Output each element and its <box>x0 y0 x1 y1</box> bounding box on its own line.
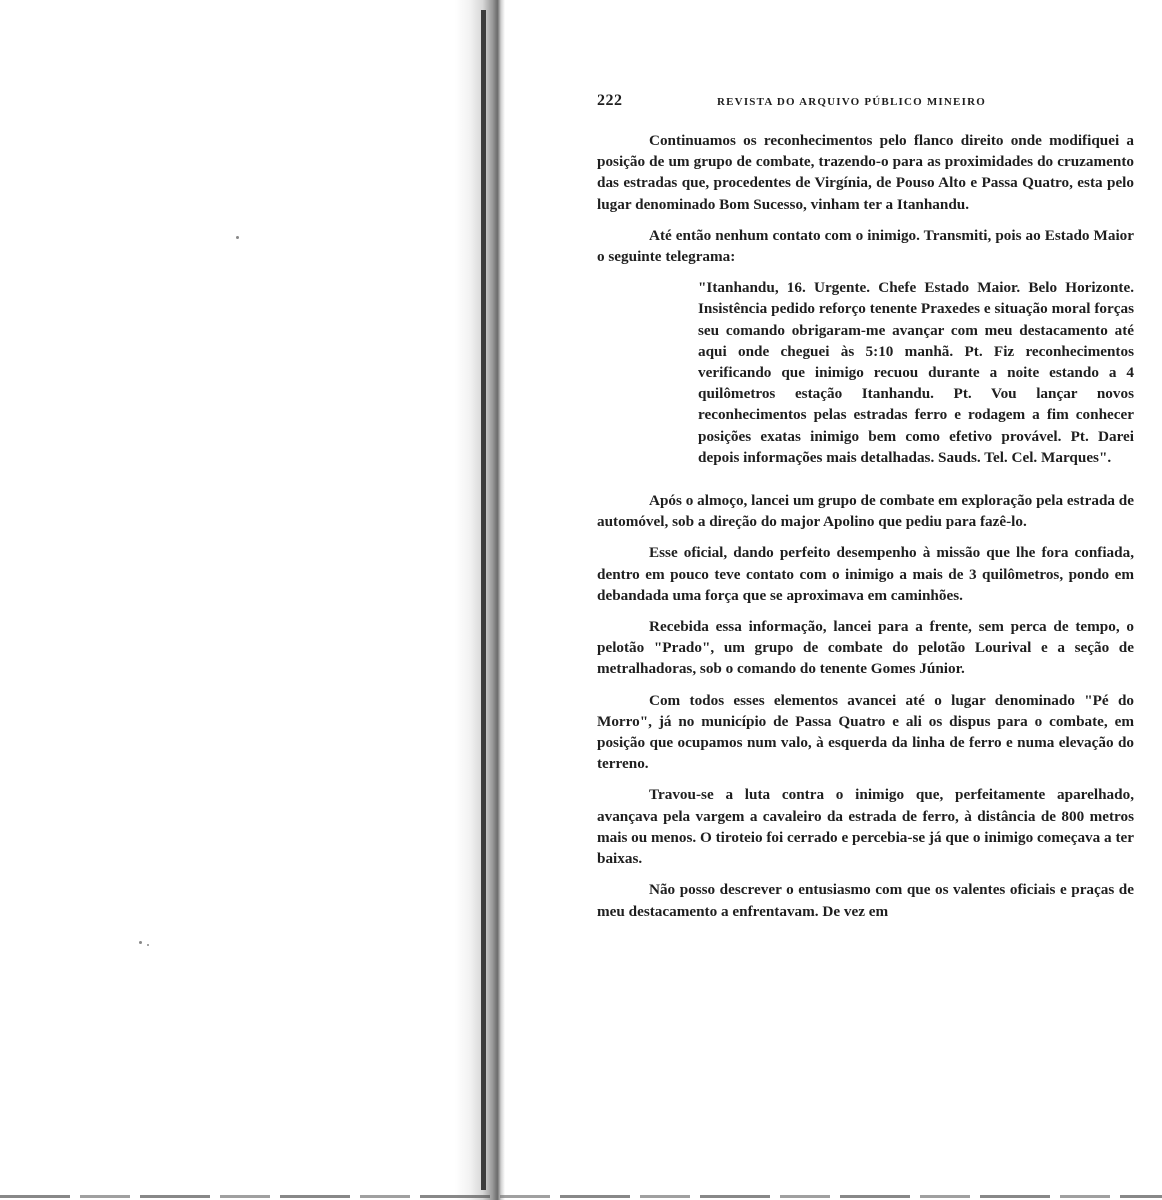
running-title: REVISTA DO ARQUIVO PÚBLICO MINEIRO <box>717 96 986 108</box>
telegram-quote: "Itanhandu, 16. Urgente. Chefe Estado Maior. Belo Horizonte. Insistência pedido reforço tenente Praxedes e situação moral forças seu comando obrigaram-me avançar com meu destacamento até aqui onde cheguei às 5:10 manhã. Pt. Fiz reconhecimentos verificando que inimigo recuou durante a noite estando a 4 quilômetros estação Itanhandu. Pt. Vou lançar novos reconhecimentos pelas estradas ferro e rodagem a fim conhecer posições exatas inimigo bem como efetivo provável. Pt. Darei depois informações mais detalhadas. Sauds. Tel. Cel. Marques". <box>698 279 1134 466</box>
book-spine <box>481 10 486 1190</box>
page-bottom-edge <box>0 1195 1162 1198</box>
paragraph: Não posso descrever o entusiasmo com que os valentes oficiais e praças de meu destacamento a enfrentavam. De vez em <box>597 881 1134 920</box>
paper-speck <box>139 941 142 944</box>
paragraph: Continuamos os reconhecimentos pelo flanco direito onde modifiquei a posição de um grupo de combate, trazendo-o para as proximidades do cruzamento das estradas que, procedentes de Virgínia, de Pouso Alto e Passa Quatro, esta pelo lugar denominado Bom Sucesso, vinham ter a Itanhandu. <box>597 132 1134 213</box>
paragraph: Até então nenhum contato com o inimigo. Transmiti, pois ao Estado Maior o seguinte telegrama: <box>597 226 1134 266</box>
paragraph: Esse oficial, dando perfeito desempenho à missão que lhe fora confiada, dentro em pouco teve contato com o inimigo a mais de 3 quilômetros, pondo em debandada uma força que se aproximava em caminhões. <box>597 544 1134 604</box>
paragraph: Recebida essa informação, lancei para a frente, sem perca de tempo, o pelotão "Prado", um grupo de combate do pelotão Lourival e a seção de metralhadoras, sob o comando do tenente Gomes Júnior. <box>597 618 1134 678</box>
paragraph: Com todos esses elementos avancei até o lugar denominado "Pé do Morro", já no município de Passa Quatro e ali os dispus para o combate, em posição que ocupamos num valo, à esquerda da linha de ferro e numa elevação do terreno. <box>597 691 1134 773</box>
running-header <box>597 92 1134 110</box>
paragraph: Após o almoço, lancei um grupo de combate em exploração pela estrada de automóvel, sob a direção do major Apolino que pediu para fazê-lo. <box>597 492 1134 531</box>
page-number: 222 <box>597 92 623 109</box>
paragraph: Travou-se a luta contra o inimigo que, perfeitamente aparelhado, avançava pela vargem a cavaleiro da estrada de ferro, à distância de 800 metros mais ou menos. O tiroteio foi cerrado e percebia-se já que o inimigo começava a ter baixas. <box>597 786 1134 868</box>
paper-speck <box>236 236 239 239</box>
book-gutter <box>455 0 505 1200</box>
paper-speck <box>147 944 149 946</box>
page <box>597 92 1134 932</box>
